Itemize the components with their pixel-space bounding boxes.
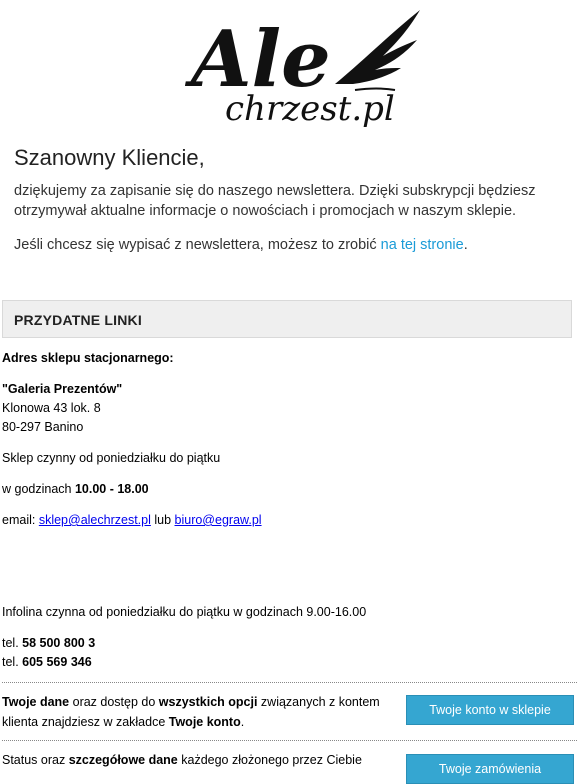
store-address-label: [2, 350, 174, 366]
account-b1: Twoje dane: [2, 695, 70, 709]
tel2-value: 605 569 346: [22, 655, 92, 669]
account-t1: oraz dostęp do: [69, 695, 159, 709]
orders-t1: każdego złożonego przez Ciebie: [177, 753, 362, 767]
store-street: Klonowa 43 lok. 8: [2, 401, 101, 415]
logo-graphic: [185, 4, 425, 128]
account-b3: Twoje konto: [168, 715, 241, 729]
tel-prefix: tel.: [2, 636, 23, 650]
logo-domain: chrzest.pl: [225, 89, 395, 128]
store-city: 80-297 Banino: [2, 420, 84, 434]
logo: [0, 0, 580, 130]
store-name: [2, 381, 122, 397]
separator: [2, 682, 577, 683]
orders-description: [2, 750, 392, 770]
unsubscribe-prefix: Jeśli chcesz się wypisać z newslettera, możesz to zrobić: [14, 237, 381, 253]
account-description: [2, 692, 392, 732]
greeting: Szanowny Kliencie,: [14, 145, 205, 170]
unsubscribe-text: [14, 235, 468, 255]
store-hours-value: 10.00 - 18.00: [74, 482, 149, 496]
email-link-shop[interactable]: sklep@alechrzest.pl: [38, 513, 151, 527]
useful-links-header: [2, 300, 572, 338]
hotline-tel1: [2, 635, 95, 651]
account-b2: wszystkich opcji: [158, 695, 258, 709]
unsubscribe-link[interactable]: na tej stronie: [380, 237, 464, 253]
store-open-days: Sklep czynny od poniedziałku do piątku: [2, 451, 221, 465]
account-t3: .: [240, 715, 245, 729]
store-name-text: "Galeria Prezentów": [2, 382, 123, 396]
useful-links-title: PRZYDATNE LINKI: [14, 312, 142, 328]
hotline-tel2: [2, 654, 92, 670]
email-prefix: email:: [2, 513, 39, 527]
account-t2: związanych z kontem klienta znajdziesz w zakładce: [2, 695, 380, 729]
hotline-text: Infolina czynna od poniedziałku do piątku w godzinach 9.00-16.00: [2, 605, 367, 619]
orders-b1: szczegółowe dane: [68, 753, 178, 767]
store-hours: [2, 481, 149, 497]
email-link-office[interactable]: biuro@egraw.pl: [174, 513, 262, 527]
store-hours-prefix: w godzinach: [2, 482, 75, 496]
orders-button[interactable]: Twoje zamówienia: [406, 754, 574, 784]
store-address-label-text: Adres sklepu stacjonarnego:: [2, 351, 174, 365]
separator: [2, 740, 577, 741]
logo-word: Ale: [191, 14, 331, 105]
unsubscribe-end: .: [463, 237, 468, 253]
orders-t0: Status oraz: [2, 753, 69, 767]
intro-text: dziękujemy za zapisanie się do naszego newslettera. Dzięki subskrypcji będziesz otrzymywał aktualne informacje o nowościach i promocjach w naszym sklepie.: [14, 183, 536, 219]
tel1-value: 58 500 800 3: [22, 636, 96, 650]
store-email: [2, 512, 262, 528]
email-or: lub: [150, 513, 175, 527]
tel-prefix: tel.: [2, 655, 23, 669]
account-button[interactable]: Twoje konto w sklepie: [406, 695, 574, 725]
